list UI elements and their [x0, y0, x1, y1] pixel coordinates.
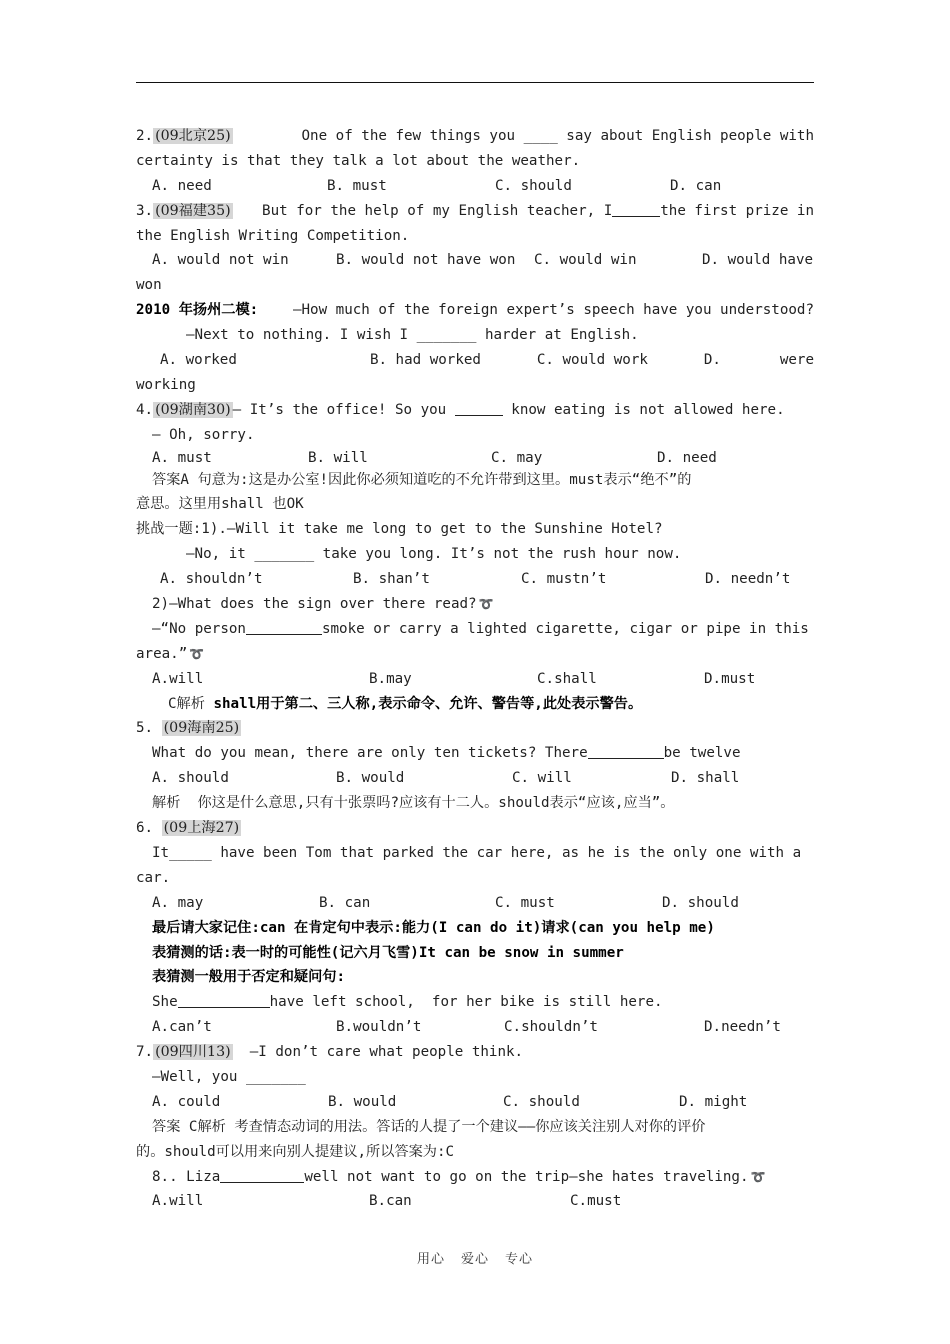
q4-answer-line1: 答案A 句意为:这是办公室!因此你必须知道吃的不允许带到这里。must表示“绝不”的: [152, 471, 692, 488]
challenge2-explanation: [136, 692, 814, 717]
option-b: B.may: [369, 670, 412, 687]
q3-options: [136, 248, 814, 273]
question-text: area.”: [136, 645, 188, 662]
q3-option-wrap: won: [136, 277, 162, 294]
challenge-line1: 挑战一题:1).—Will it take me long to get to the Sunshine Hotel?: [136, 521, 663, 538]
question-text: —How much of the foreign expert’s speech have you understood?: [292, 302, 814, 319]
option-a: A. would not win: [152, 252, 289, 269]
question-number: 7.: [136, 1044, 154, 1061]
source-tag: (09北京25): [155, 128, 231, 144]
source-tag: (09四川13): [155, 1044, 231, 1061]
q6-note3: 表猜测一般用于否定和疑问句:: [152, 969, 345, 986]
question-text: 2)—What does the sign over there read?: [152, 596, 477, 613]
option-a: A.will: [152, 670, 204, 687]
option-c: C. would work: [536, 352, 648, 369]
yz-option-wrap: working: [136, 376, 196, 393]
option-d: D. would have: [702, 252, 814, 269]
q2-options: [136, 174, 814, 199]
option-a: A. must: [152, 449, 212, 466]
question-text-end: smoke or carry a lighted cigarette, cigar or pipe in this: [321, 620, 809, 637]
option-b: B.can: [369, 1193, 412, 1210]
challenge-options: [136, 567, 814, 592]
q7-line1: [136, 1040, 814, 1065]
q7-line2: —Well, you _______: [152, 1068, 306, 1085]
q7-options: [136, 1090, 814, 1115]
question-text-end: well not want to go on the trip—she hates traveling.: [304, 1168, 749, 1185]
footer-text: 专心: [505, 1252, 534, 1267]
option-d: D. need: [657, 449, 717, 466]
option-b: B. shan’t: [353, 571, 430, 588]
q5-answer: 解析 你这是什么意思,只有十张票吗?应该有十二人。should表示“应该,应当”。: [152, 795, 675, 812]
challenge-line2: —No, it _______ take you long. It’s not the rush hour now.: [186, 546, 682, 563]
q4-line1: [136, 398, 814, 423]
option-a: A.will: [152, 1193, 204, 1210]
option-d: D.needn’t: [704, 1019, 781, 1036]
option-c: C. should: [495, 177, 572, 194]
source-tag: (09福建35): [155, 202, 231, 219]
option-c: C.shouldn’t: [504, 1019, 598, 1036]
q3-line2: the English Writing Competition.: [136, 227, 410, 244]
option-c: C. would win: [534, 252, 637, 269]
option-d: D. might: [679, 1093, 748, 1110]
q4-line2: — Oh, sorry.: [152, 426, 255, 443]
question-text: — It’s the office! So you: [232, 401, 447, 418]
q3-line1: [136, 199, 814, 224]
question-text: —“No person: [152, 620, 246, 637]
exam-label: 2010 年扬州二模:: [136, 302, 259, 319]
option-a: A. should: [152, 770, 229, 787]
option-a: A. shouldn’t: [160, 571, 263, 588]
question-text: 8.. Liza: [152, 1168, 221, 1185]
q6-note2: 表猜测的话:表一时的可能性(记六月飞雪)It can be snow in summer: [152, 944, 624, 961]
q8-options: [136, 1189, 814, 1214]
option-d: D. can: [670, 177, 722, 194]
q6-example: [136, 990, 814, 1015]
q4-answer-line2: 意思。这里用shall 也OK: [136, 496, 304, 513]
q6-header: [136, 816, 814, 841]
option-d: D. should: [662, 894, 739, 911]
option-c: C.shall: [537, 670, 597, 687]
question-number: 2.: [136, 128, 154, 144]
option-c: C. must: [495, 894, 555, 911]
answer-blank: [588, 744, 664, 759]
q5-line1: [136, 741, 814, 766]
option-a: A.can’t: [152, 1019, 212, 1036]
answer-blank: [455, 401, 503, 416]
option-a: A. worked: [160, 352, 237, 369]
option-a: A. may: [152, 894, 204, 911]
challenge2-line3: [136, 642, 814, 667]
option-a: A. need: [152, 177, 212, 194]
option-d-text: were: [779, 352, 814, 369]
q4-options: [136, 448, 814, 468]
option-b: B. would: [336, 770, 405, 787]
q2-line1: [136, 124, 814, 149]
q6-note1: 最后请大家记住:can 在肯定句中表示:能力(I can do it)请求(can you help me): [152, 919, 715, 936]
q6-line1: [136, 841, 814, 866]
question-text: But for the help of my English teacher, I: [262, 202, 613, 219]
q2-line2: certainty is that they talk a lot about the weather.: [136, 152, 581, 169]
yz-options: [136, 348, 814, 373]
q6-options: [136, 891, 814, 916]
question-text: It_____ have been Tom that parked the car here, as he is the only one with a: [152, 844, 802, 861]
q6-line2: car.: [136, 869, 171, 886]
question-text-end: know eating is not allowed here.: [511, 401, 785, 418]
question-number: 5.: [136, 720, 154, 737]
answer-blank: [246, 620, 322, 635]
mouse-icon: ➰: [189, 646, 205, 661]
source-tag: (09上海27): [163, 820, 240, 837]
option-b: B. can: [319, 894, 371, 911]
challenge2-line1: [136, 592, 814, 617]
document-body: [136, 124, 814, 1214]
question-text: —I don’t care what people think.: [249, 1044, 524, 1061]
answer-blank: [178, 993, 270, 1008]
challenge2-options: [136, 667, 814, 692]
option-d: D. shall: [671, 770, 740, 787]
question-text: She: [152, 994, 178, 1011]
q7-answer-line2: 的。should可以用来向别人提建议,所以答案为:C: [136, 1143, 455, 1160]
answer-blank: [612, 202, 660, 217]
page-footer: [0, 1248, 950, 1267]
explanation-text: shall用于第二、三人称,表示命令、允许、警告等,此处表示警告。: [213, 695, 643, 712]
question-number: 3.: [136, 202, 154, 219]
question-text-end: have left school, for her bike is still here.: [269, 994, 663, 1011]
option-c: C. mustn’t: [521, 571, 607, 588]
option-d: D. needn’t: [705, 571, 791, 588]
challenge2-line2: [136, 617, 814, 642]
explanation-label: C解析: [168, 695, 214, 712]
option-a: A. could: [152, 1093, 221, 1110]
q8-line1: [136, 1165, 814, 1190]
question-text-end: the first prize in: [660, 202, 814, 219]
option-b: B. would not have won: [336, 252, 516, 269]
question-text: What do you mean, there are only ten tickets? There: [152, 745, 588, 762]
header-rule: [136, 82, 814, 83]
question-text: One of the few things you ____ say about English people with: [301, 128, 814, 144]
option-b: B. will: [308, 449, 368, 466]
footer-text: 爱心: [460, 1252, 489, 1267]
yz-line1: [136, 298, 814, 323]
option-d: D.must: [704, 670, 756, 687]
q5-header: [136, 716, 814, 741]
source-tag: (09湖南30): [155, 401, 231, 418]
yz-line2: —Next to nothing. I wish I _______ harder at English.: [186, 327, 639, 344]
source-tag: (09海南25): [163, 720, 240, 737]
mouse-icon: ➰: [478, 597, 494, 612]
option-d: D.: [703, 352, 721, 369]
option-c: C.must: [570, 1193, 622, 1210]
footer-text: 用心: [416, 1252, 445, 1267]
option-b: B. must: [327, 177, 387, 194]
option-c: C. should: [503, 1093, 580, 1110]
q5-options: [136, 766, 814, 791]
question-number: 6.: [136, 820, 154, 837]
answer-blank: [220, 1168, 304, 1183]
option-b: B. would: [328, 1093, 397, 1110]
q6-example-options: [136, 1015, 814, 1040]
question-text-end: be twelve: [663, 745, 741, 762]
option-b: B. had worked: [369, 352, 481, 369]
option-c: C. may: [491, 449, 543, 466]
q7-answer-line1: 答案 C解析 考查情态动词的用法。答话的人提了一个建议——你应该关注别人对你的评价: [152, 1118, 706, 1135]
question-number: 4.: [136, 401, 154, 418]
option-b: B.wouldn’t: [336, 1019, 422, 1036]
mouse-icon: ➰: [750, 1169, 766, 1184]
option-c: C. will: [512, 770, 572, 787]
